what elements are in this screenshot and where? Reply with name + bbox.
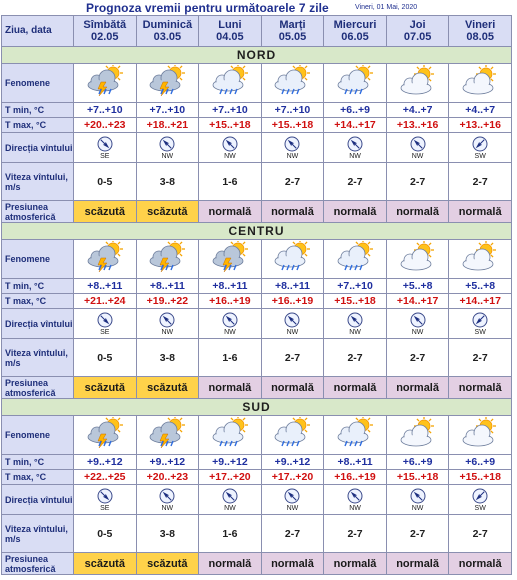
table-row: [2, 339, 512, 377]
pressure-value: normală: [261, 201, 324, 223]
wind-direction-label: SE: [100, 504, 110, 512]
wind-direction: [261, 133, 324, 163]
wind-direction: [136, 309, 199, 339]
wind-direction-label: NW: [411, 328, 424, 336]
compass-icon: [222, 488, 238, 504]
pressure-value: normală: [199, 377, 262, 399]
tmax-value: +15..+18: [386, 470, 449, 485]
region-name: NORD: [2, 47, 512, 64]
tmax-value: +20..+23: [74, 118, 137, 133]
tmin-value: +8..+11: [199, 279, 262, 294]
tmax-value: +16..+19: [324, 470, 387, 485]
wind-direction-label: NW: [286, 152, 299, 160]
wind-direction: [386, 485, 449, 515]
wind-direction-label: NW: [224, 328, 236, 336]
day-name: Duminică: [142, 19, 193, 31]
tmax-value: +16..+19: [199, 294, 262, 309]
pressure-value: scăzută: [74, 201, 137, 223]
day-date: 08.05: [466, 31, 494, 43]
wind-speed: 0-5: [74, 163, 137, 201]
compass-icon: [472, 136, 488, 152]
row-label: Direcția vîntului: [2, 485, 74, 515]
tmin-value: +6..+9: [324, 103, 387, 118]
wind-direction-label: NW: [286, 328, 299, 336]
tmin-value: +9..+12: [261, 455, 324, 470]
tmin-value: +7..+10: [136, 103, 199, 118]
compass-icon: [284, 136, 300, 152]
table-row: [2, 416, 512, 455]
pressure-value: normală: [261, 377, 324, 399]
wind-direction: [449, 309, 512, 339]
wind-direction-label: NW: [411, 504, 424, 512]
row-label: Viteza vîntului, m/s: [2, 339, 74, 377]
storm-cloud-icon: [74, 416, 137, 455]
cloud-rain-icon: [324, 416, 387, 455]
tmax-value: +16..+19: [261, 294, 324, 309]
wind-speed: 0-5: [74, 339, 137, 377]
wind-direction: [324, 133, 387, 163]
header: [0, 0, 517, 15]
day-date: 03.05: [153, 31, 182, 43]
storm-cloud-icon: [136, 416, 199, 455]
wind-speed: 2-7: [324, 339, 387, 377]
tmax-value: +19..+22: [136, 294, 199, 309]
tmax-value: +21..+24: [74, 294, 137, 309]
tmin-value: +9..+12: [136, 455, 199, 470]
tmin-value: +8..+11: [136, 279, 199, 294]
cloud-sun-icon: [449, 240, 512, 279]
table-row: [2, 485, 512, 515]
storm-cloud-icon: [136, 64, 199, 103]
wind-direction: [261, 309, 324, 339]
wind-direction-label: NW: [224, 152, 236, 160]
wind-direction-label: NW: [349, 152, 361, 160]
cloud-rain-icon: [261, 240, 324, 279]
header-label: Ziua, data: [2, 16, 74, 47]
pressure-value: normală: [449, 377, 512, 399]
wind-direction-label: NW: [411, 152, 424, 160]
wind-speed: 2-7: [449, 339, 512, 377]
wind-direction: [136, 485, 199, 515]
tmin-value: +6..+9: [449, 455, 512, 470]
wind-speed: 2-7: [386, 515, 449, 553]
tmax-value: +18..+21: [136, 118, 199, 133]
row-label: Fenomene: [2, 416, 74, 455]
table-row: [2, 553, 512, 575]
row-label: Fenomene: [2, 64, 74, 103]
row-label: T min, °C: [2, 279, 74, 294]
wind-direction: [199, 133, 262, 163]
wind-speed: 1-6: [199, 163, 262, 201]
pressure-value: scăzută: [74, 377, 137, 399]
table-row: [2, 309, 512, 339]
compass-icon: [472, 312, 488, 328]
wind-speed: 2-7: [324, 163, 387, 201]
wind-direction-label: SW: [474, 504, 486, 512]
wind-speed: 2-7: [261, 339, 324, 377]
region-band-centru: [2, 223, 512, 240]
pressure-value: normală: [324, 553, 387, 575]
tmax-value: +15..+18: [261, 118, 324, 133]
storm-cloud-icon: [136, 240, 199, 279]
wind-direction: [74, 309, 137, 339]
wind-direction: [324, 309, 387, 339]
days-header-row: [2, 16, 512, 47]
row-label: Fenomene: [2, 240, 74, 279]
tmax-value: +15..+18: [199, 118, 262, 133]
tmax-value: +13..+16: [386, 118, 449, 133]
tmin-value: +5..+8: [386, 279, 449, 294]
wind-speed: 3-8: [136, 163, 199, 201]
tmax-value: +14..+17: [449, 294, 512, 309]
pressure-value: normală: [449, 553, 512, 575]
tmin-value: +4..+7: [386, 103, 449, 118]
row-label: T max, °C: [2, 470, 74, 485]
wind-direction-label: NW: [349, 328, 361, 336]
pressure-value: normală: [324, 377, 387, 399]
page-title: Prognoza vremii pentru următoarele 7 zile: [86, 1, 329, 15]
table-row: [2, 515, 512, 553]
table-row: [2, 64, 512, 103]
compass-icon: [222, 136, 238, 152]
day-header: [324, 16, 387, 47]
table-row: [2, 118, 512, 133]
table-row: [2, 103, 512, 118]
compass-icon: [410, 488, 426, 504]
cloud-rain-icon: [324, 64, 387, 103]
tmax-value: +22..+25: [74, 470, 137, 485]
pressure-value: scăzută: [136, 553, 199, 575]
tmin-value: +9..+12: [74, 455, 137, 470]
wind-direction: [449, 485, 512, 515]
cloud-rain-icon: [261, 64, 324, 103]
day-header: [199, 16, 262, 47]
tmax-value: +15..+18: [449, 470, 512, 485]
compass-icon: [97, 136, 113, 152]
day-name: Joi: [409, 19, 426, 31]
compass-icon: [222, 312, 238, 328]
pressure-value: normală: [386, 553, 449, 575]
compass-icon: [347, 312, 363, 328]
table-row: [2, 455, 512, 470]
tmin-value: +7..+10: [74, 103, 137, 118]
table-row: [2, 377, 512, 399]
pressure-value: scăzută: [136, 377, 199, 399]
compass-icon: [97, 488, 113, 504]
wind-direction-label: NW: [349, 504, 361, 512]
wind-speed: 2-7: [324, 515, 387, 553]
pressure-value: scăzută: [74, 553, 137, 575]
forecast-table: [1, 15, 512, 575]
row-label: Direcția vîntului: [2, 133, 74, 163]
row-label: Presiunea atmosferică: [2, 553, 74, 575]
tmin-value: +8..+11: [74, 279, 137, 294]
cloud-sun-icon: [449, 64, 512, 103]
day-name: Sîmbătă: [83, 19, 127, 31]
wind-speed: 2-7: [449, 163, 512, 201]
wind-speed: 1-6: [199, 339, 262, 377]
table-row: [2, 133, 512, 163]
wind-direction-label: SE: [100, 328, 110, 336]
region-band-sud: [2, 399, 512, 416]
tmax-value: +14..+17: [386, 294, 449, 309]
day-date: 04.05: [216, 31, 244, 43]
table-row: [2, 240, 512, 279]
cloud-sun-icon: [386, 64, 449, 103]
compass-icon: [410, 312, 426, 328]
wind-direction: [199, 485, 262, 515]
day-date: 05.05: [278, 31, 307, 43]
wind-direction-label: NW: [286, 504, 299, 512]
tmin-value: +6..+9: [386, 455, 449, 470]
pressure-value: scăzută: [136, 201, 199, 223]
row-label: T max, °C: [2, 118, 74, 133]
row-label: T max, °C: [2, 294, 74, 309]
cloud-sun-icon: [386, 416, 449, 455]
storm-cloud-icon: [199, 240, 262, 279]
wind-direction: [261, 485, 324, 515]
day-date: 07.05: [403, 31, 432, 43]
day-header: [386, 16, 449, 47]
pressure-value: normală: [199, 553, 262, 575]
wind-speed: 2-7: [386, 339, 449, 377]
row-label: T min, °C: [2, 455, 74, 470]
table-row: [2, 279, 512, 294]
region-name: SUD: [2, 399, 512, 416]
row-label: Direcția vîntului: [2, 309, 74, 339]
table-row: [2, 201, 512, 223]
day-date: 06.05: [341, 31, 369, 43]
wind-speed: 2-7: [449, 515, 512, 553]
compass-icon: [347, 488, 363, 504]
cloud-sun-icon: [386, 240, 449, 279]
wind-direction-label: SE: [100, 152, 110, 160]
tmin-value: +5..+8: [449, 279, 512, 294]
wind-direction: [386, 309, 449, 339]
tmin-value: +8..+11: [261, 279, 324, 294]
compass-icon: [159, 312, 175, 328]
tmax-value: +17..+20: [261, 470, 324, 485]
compass-icon: [97, 312, 113, 328]
wind-direction-label: NW: [161, 152, 174, 160]
wind-direction-label: NW: [161, 328, 174, 336]
tmin-value: +7..+10: [199, 103, 262, 118]
storm-cloud-icon: [74, 240, 137, 279]
wind-speed: 3-8: [136, 515, 199, 553]
wind-direction: [74, 485, 137, 515]
wind-speed: 2-7: [386, 163, 449, 201]
day-name: Marți: [279, 19, 306, 31]
tmin-value: +9..+12: [199, 455, 262, 470]
compass-icon: [410, 136, 426, 152]
pressure-value: normală: [386, 377, 449, 399]
region-band-nord: [2, 47, 512, 64]
region-name: CENTRU: [2, 223, 512, 240]
row-label: T min, °C: [2, 103, 74, 118]
tmax-value: +15..+18: [324, 294, 387, 309]
wind-direction: [136, 133, 199, 163]
wind-direction: [324, 485, 387, 515]
wind-direction: [74, 133, 137, 163]
day-header: [449, 16, 512, 47]
wind-speed: 2-7: [261, 163, 324, 201]
wind-direction: [199, 309, 262, 339]
wind-direction: [449, 133, 512, 163]
issued-date: Vineri, 01 Mai, 2020: [355, 4, 418, 11]
compass-icon: [472, 488, 488, 504]
row-label: Viteza vîntului, m/s: [2, 515, 74, 553]
pressure-value: normală: [386, 201, 449, 223]
cloud-rain-icon: [324, 240, 387, 279]
wind-direction-label: NW: [161, 504, 174, 512]
wind-direction-label: SW: [474, 152, 486, 160]
tmax-value: +13..+16: [449, 118, 512, 133]
wind-direction-label: SW: [474, 328, 486, 336]
pressure-value: normală: [199, 201, 262, 223]
storm-cloud-icon: [74, 64, 137, 103]
tmax-value: +20..+23: [136, 470, 199, 485]
compass-icon: [159, 136, 175, 152]
tmin-value: +7..+10: [324, 279, 387, 294]
pressure-value: normală: [324, 201, 387, 223]
tmax-value: +17..+20: [199, 470, 262, 485]
cloud-rain-icon: [261, 416, 324, 455]
cloud-rain-icon: [199, 64, 262, 103]
pressure-value: normală: [449, 201, 512, 223]
day-name: Miercuri: [333, 19, 377, 31]
tmax-value: +14..+17: [324, 118, 387, 133]
tmin-value: +8..+11: [324, 455, 387, 470]
day-header: [261, 16, 324, 47]
cloud-sun-icon: [449, 416, 512, 455]
table-row: [2, 163, 512, 201]
cloud-rain-icon: [199, 416, 262, 455]
day-header: [136, 16, 199, 47]
wind-direction: [386, 133, 449, 163]
wind-speed: 3-8: [136, 339, 199, 377]
compass-icon: [284, 312, 300, 328]
wind-speed: 2-7: [261, 515, 324, 553]
wind-direction-label: NW: [224, 504, 236, 512]
row-label: Presiunea atmosferică: [2, 201, 74, 223]
compass-icon: [284, 488, 300, 504]
table-row: [2, 470, 512, 485]
compass-icon: [347, 136, 363, 152]
wind-speed: 0-5: [74, 515, 137, 553]
row-label: Presiunea atmosferică: [2, 377, 74, 399]
pressure-value: normală: [261, 553, 324, 575]
tmin-value: +7..+10: [261, 103, 324, 118]
wind-speed: 1-6: [199, 515, 262, 553]
table-row: [2, 294, 512, 309]
row-label: Viteza vîntului, m/s: [2, 163, 74, 201]
compass-icon: [159, 488, 175, 504]
day-name: Vineri: [465, 19, 496, 31]
day-header: [74, 16, 137, 47]
tmin-value: +4..+7: [449, 103, 512, 118]
day-date: 02.05: [91, 31, 119, 43]
day-name: Luni: [218, 19, 242, 31]
